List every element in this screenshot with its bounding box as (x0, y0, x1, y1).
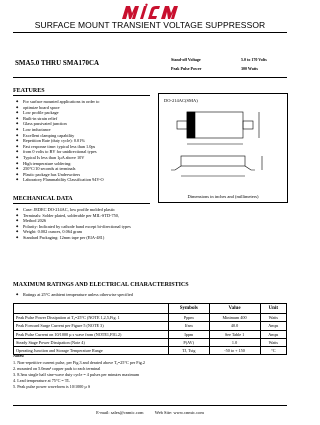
mech-item: ◆ Case: JEDEC DO-214AC, low profile molded plastic (23, 207, 183, 213)
feature-item: ◆ Plastic package has Underwriters (23, 172, 163, 178)
ratings-heading: MAXIMUM RATINGS AND ELECTRICAL CHARACTERISTICS (13, 282, 189, 288)
feature-item: ◆ Glass passivated junction (23, 121, 163, 127)
footer-website: Web Site: www.cnmic.com (154, 410, 204, 415)
note-item: 2. mounted on 5.0mm² copper pads to each terminal (13, 366, 101, 371)
mechanical-rule (13, 203, 150, 204)
spec-value-standoff: 5.0 to 170 Volts (241, 57, 267, 62)
table-header-cell: Value (209, 304, 260, 314)
feature-item: ◆ High temperature soldering: (23, 161, 163, 167)
table-cell: 40.0 (209, 322, 260, 330)
mechanical-list (13, 207, 183, 241)
feature-item: ◆ Low profile package (23, 110, 163, 116)
table-cell: 1.0 (209, 338, 260, 346)
mech-item: ◆ Weight: 0.002 ounces, 0.064 gram (23, 229, 183, 235)
feature-item: ◆ from 0 volts to BV for unidirectional types (23, 149, 163, 155)
table-cell: Peak Pulse Current on 10/1000 µ s wave from (NOTE1,FIG.2) (14, 330, 169, 338)
feature-item: ◆ For surface mounted applications in order to (23, 99, 163, 105)
table-cell: Minimum 400 (209, 314, 260, 322)
mech-item: ◆ Terminals: Solder plated, solderable per MIL-STD-750, (23, 213, 183, 219)
table-row (14, 330, 287, 338)
table-cell: See Table 1 (209, 330, 260, 338)
table-header-row (14, 304, 287, 314)
spec-label-power: Peak Pulse Power (171, 66, 202, 71)
note-item: 1. Non-repetitive current pulse, per Fig.3 and derated above Tₐ=25°C per Fig.2 (13, 360, 145, 365)
footer (0, 410, 300, 415)
title-rule (13, 32, 287, 33)
feature-item: ◆ Fast response time: typical less than 1.0ps (23, 144, 163, 150)
table-cell: Amps (260, 322, 286, 330)
table-row (14, 314, 287, 322)
part-range: SMA5.0 THRU SMA170CA (15, 59, 100, 67)
spec-value-power: 300 Watts (241, 66, 258, 71)
table-cell: Amps (260, 330, 286, 338)
table-cell: Peak Pulse Power Dissipation at Tₐ=25°C (NOTE 1,2,5,Fig. 1 (14, 314, 169, 322)
feature-item: ◆ Laboratory Flammability Classification 94V-O (23, 177, 163, 183)
footer-rule (13, 405, 287, 406)
table-cell: Operating Junction and Storage Temperature Range (14, 347, 169, 355)
ratings-note: ◆ Ratings at 25°C ambient temperature unless otherwise specified (23, 292, 283, 298)
features-heading: FEATURES (13, 88, 45, 94)
table-cell: TJ, Tstg (169, 347, 210, 355)
feature-item: ◆ Typical Is less than 1µA above 10V (23, 155, 163, 161)
document-title: SURFACE MOUNT TRANSIENT VOLTAGE SUPPRESSOR (34, 20, 266, 30)
table-cell: Ippm (169, 330, 210, 338)
features-list (13, 99, 163, 183)
table-row (14, 347, 287, 355)
mech-item: ◆ Method 2026 (23, 218, 183, 224)
table-cell: Ifsm (169, 322, 210, 330)
table-header-cell: Unit (260, 304, 286, 314)
package-drawing (167, 108, 279, 186)
table-cell: P(AV) (169, 338, 210, 346)
feature-item: ◆ Excellent clamping capability (23, 133, 163, 139)
note-item: 3. 8.3ms single half sine-wave duty cycle = 4 pulses per minutes maximum (13, 372, 140, 377)
package-label: DO-214AC(SMA) (164, 98, 198, 103)
table-row (14, 338, 287, 346)
company-logo (120, 3, 182, 21)
feature-item: ◆ Repetition Rate (duty cycle): 0.01% (23, 138, 163, 144)
table-header-cell: Symbols (169, 304, 210, 314)
ratings-note-list (13, 292, 283, 298)
note-item: 5. Peak pulse power waveform is 10/1000 µ S (13, 384, 91, 389)
feature-item: ◆ Built-in strain relief (23, 116, 163, 122)
feature-item: ◆ 250°C/10 seconds at terminals (23, 166, 163, 172)
table-cell: Pppm (169, 314, 210, 322)
mechanical-heading: MECHANICAL DATA (13, 196, 73, 202)
features-rule (13, 95, 150, 96)
note-item: 4. Lead temperature at 75°C = TL (13, 378, 70, 383)
notes-heading: Notes: (13, 353, 25, 358)
table-cell: °C (260, 347, 286, 355)
table-cell: -50 to + 150 (209, 347, 260, 355)
table-cell: Steady Stage Power Dissipation (Note 4) (14, 338, 169, 346)
footer-email: E-mail: sales@cnmic.com (96, 410, 144, 415)
package-outline-box (158, 93, 288, 203)
table-row (14, 322, 287, 330)
table-cell: Watts (260, 338, 286, 346)
mech-item: ◆ Polarity: Indicated by cathode band except bi-directional types (23, 224, 183, 230)
table-header-cell (14, 304, 169, 314)
mech-item: ◆ Standard Packaging: 12mm tape per (EIA-481) (23, 235, 183, 241)
feature-item: ◆ optimize board space (23, 105, 163, 111)
dimensions-caption: Dimensions in inches and (millimeters) (187, 194, 259, 199)
table-cell: Watts (260, 314, 286, 322)
table-cell: Peak Forward Surge Current per Figure 5 (NOTE 3) (14, 322, 169, 330)
spec-label-standoff: Stand-off Voltage (171, 57, 201, 62)
part-header (13, 54, 287, 78)
ratings-table (13, 303, 287, 355)
feature-item: ◆ Low inductance (23, 127, 163, 133)
